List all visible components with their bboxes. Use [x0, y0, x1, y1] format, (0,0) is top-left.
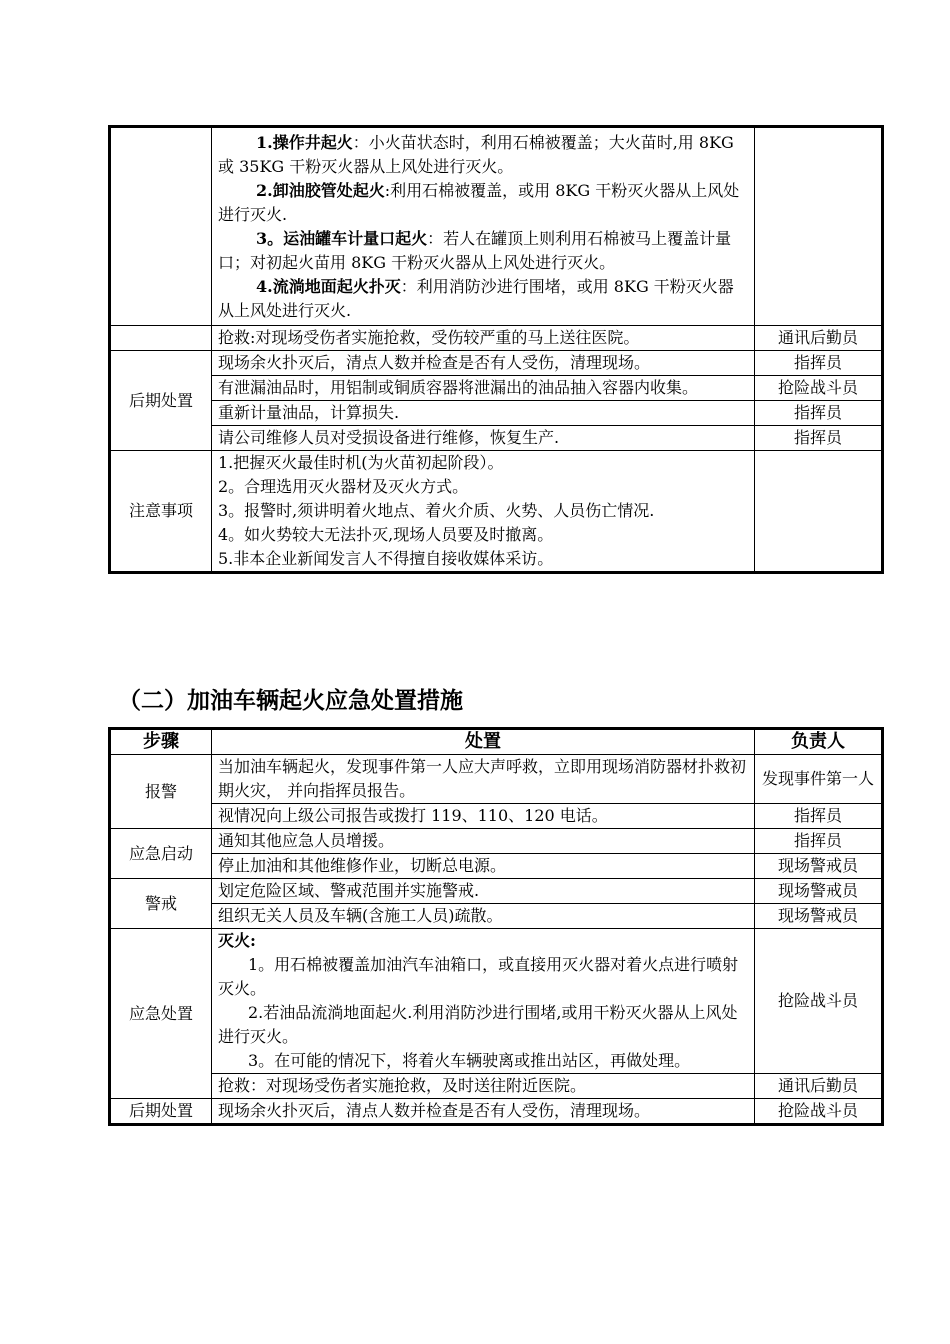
role-cell: 现场警戒员 [755, 854, 883, 879]
table-row [110, 829, 883, 854]
table-row [110, 376, 883, 401]
table-header-row [110, 729, 883, 755]
action-cell: 划定危险区域、警戒范围并实施警戒. [212, 879, 755, 904]
table-row [110, 401, 883, 426]
action-cell: 重新计量油品，计算损失. [212, 401, 755, 426]
fire-line-1: 1。用石棉被覆盖加油汽车油箱口，或直接用灭火器对着火点进行喷射灭火。 [218, 955, 739, 998]
fire-extinguish-cell [212, 127, 755, 326]
header-action: 处置 [212, 729, 755, 755]
role-cell: 指挥员 [755, 401, 883, 426]
action-cell: 现场余火扑灭后，清点人数并检查是否有人受伤，清理现场。 [212, 1099, 755, 1125]
fire-response-table-continued [108, 125, 884, 574]
role-cell: 发现事件第一人 [755, 755, 883, 804]
note-line: 2。合理选用灭火器材及灭火方式。 [218, 477, 469, 496]
action-cell: 当加油车辆起火，发现事件第一人应大声呼救，立即用现场消防器材扑救初期火灾， 并向指挥员报告。 [212, 755, 755, 804]
table-row [110, 904, 883, 929]
action-cell: 有泄漏油品时，用铝制或铜质容器将泄漏出的油品抽入容器内收集。 [212, 376, 755, 401]
action-cell: 请公司维修人员对受损设备进行维修，恢复生产. [212, 426, 755, 451]
role-cell: 指挥员 [755, 426, 883, 451]
table-row [110, 929, 883, 1074]
step-emergency-start: 应急启动 [110, 829, 212, 879]
action-cell: 组织无关人员及车辆(含施工人员)疏散。 [212, 904, 755, 929]
fire-line-4: 4.流淌地面起火扑灭：利用消防沙进行围堵，或用 8KG 干粉灭火器从上风处进行灭火. [218, 277, 734, 320]
fire-extinguish-cell [212, 929, 755, 1074]
role-cell: 现场警戒员 [755, 904, 883, 929]
role-cell: 抢险战斗员 [755, 1099, 883, 1125]
fire-line-1: 1.操作井起火：小火苗状态时，利用石棉被覆盖；大火苗时,用 8KG 或 35KG 干粉灭火器从上风处进行灭火。 [218, 133, 734, 176]
action-cell: 通知其他应急人员增援。 [212, 829, 755, 854]
table-row [110, 351, 883, 376]
step-after-handling: 后期处置 [110, 351, 212, 451]
rescue-cell: 抢救:对现场受伤者实施抢救，受伤较严重的马上送往医院。 [212, 326, 755, 351]
fire-line-2: 2.若油品流淌地面起火.利用消防沙进行围堵,或用干粉灭火器从上风处进行灭火。 [218, 1003, 738, 1046]
table-row [110, 1099, 883, 1125]
step-cell-empty [110, 127, 212, 326]
role-cell: 指挥员 [755, 829, 883, 854]
table-row [110, 804, 883, 829]
role-cell: 抢险战斗员 [755, 929, 883, 1074]
table-row [110, 426, 883, 451]
fire-title: 灭火: [218, 931, 256, 950]
role-cell: 指挥员 [755, 804, 883, 829]
section-title: （二）加油车辆起火应急处置措施 [118, 688, 463, 714]
table-row [110, 879, 883, 904]
note-line: 4。如火势较大无法扑灭,现场人员要及时撤离。 [218, 525, 554, 544]
role-cell-empty [755, 127, 883, 326]
fire-line-3: 3。在可能的情况下，将着火车辆驶离或推出站区，再做处理。 [248, 1051, 691, 1070]
header-role: 负责人 [755, 729, 883, 755]
role-cell-empty [755, 451, 883, 573]
step-cell-empty [110, 326, 212, 351]
role-cell: 现场警戒员 [755, 879, 883, 904]
table-row [110, 854, 883, 879]
step-alarm: 报警 [110, 755, 212, 829]
role-cell: 通讯后勤员 [755, 326, 883, 351]
step-emergency-handling: 应急处置 [110, 929, 212, 1099]
table-row [110, 755, 883, 804]
action-cell: 视情况向上级公司报告或拨打 119、110、120 电话。 [212, 804, 755, 829]
table-row [110, 326, 883, 351]
action-cell: 停止加油和其他维修作业，切断总电源。 [212, 854, 755, 879]
table-row [110, 451, 883, 573]
role-cell: 抢险战斗员 [755, 376, 883, 401]
table-row [110, 127, 883, 326]
role-cell: 通讯后勤员 [755, 1074, 883, 1099]
action-cell: 现场余火扑灭后，清点人数并检查是否有人受伤，清理现场。 [212, 351, 755, 376]
vehicle-fire-response-table [108, 727, 884, 1126]
note-line: 3。报警时,须讲明着火地点、着火介质、火势、人员伤亡情况. [218, 501, 655, 520]
step-after-handling: 后期处置 [110, 1099, 212, 1125]
header-step: 步骤 [110, 729, 212, 755]
notes-cell [212, 451, 755, 573]
table-row [110, 1074, 883, 1099]
step-notes: 注意事项 [110, 451, 212, 573]
fire-line-3: 3。运油罐车计量口起火：若人在罐顶上则利用石棉被马上覆盖计量口；对初起火苗用 8KG 干粉灭火器从上风处进行灭火。 [218, 229, 732, 272]
role-cell: 指挥员 [755, 351, 883, 376]
step-guard: 警戒 [110, 879, 212, 929]
note-line: 5.非本企业新闻发言人不得擅自接收媒体采访。 [218, 549, 554, 568]
fire-line-2: 2.卸油胶管处起火:利用石棉被覆盖，或用 8KG 干粉灭火器从上风处进行灭火. [218, 181, 740, 224]
note-line: 1.把握灭火最佳时机(为火苗初起阶段）。 [218, 453, 504, 472]
rescue-cell: 抢救：对现场受伤者实施抢救，及时送往附近医院。 [212, 1074, 755, 1099]
